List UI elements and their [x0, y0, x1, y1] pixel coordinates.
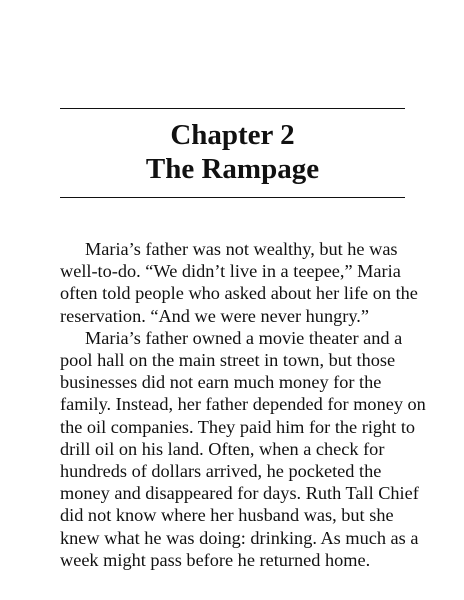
text-line: often told people who asked about her life on the [60, 283, 418, 304]
text-line: Maria’s father owned a movie theater and a [85, 327, 403, 348]
text-line: did not know where her husband was, but she [60, 505, 394, 526]
text-line: family. Instead, her father depended for money on [60, 394, 426, 415]
text-line: drill oil on his land. Often, when a check for [60, 438, 385, 459]
text-line: pool hall on the main street in town, but those [60, 350, 396, 371]
top-rule [60, 108, 405, 109]
text-line: Maria’s father was not wealthy, but he was [85, 239, 398, 259]
text-line: businesses did not earn much money for the [60, 372, 382, 393]
text-line: week might pass before he returned home. [60, 549, 371, 570]
chapter-heading [60, 118, 405, 186]
text-line: money and disappeared for days. Ruth Tall Chief [60, 483, 419, 504]
chapter-number: Chapter 2 [170, 119, 295, 151]
text-line: hundreds of dollars arrived, he pocketed the [60, 461, 382, 482]
chapter-body [60, 238, 426, 571]
bottom-rule [60, 197, 405, 198]
text-line: reservation. “And we were never hungry.” [60, 305, 369, 326]
chapter-title: The Rampage [145, 153, 320, 185]
text-line: knew what he was doing: drinking. As much as a [60, 527, 419, 548]
paragraph [60, 327, 426, 571]
text-line: well-to-do. “We didn’t live in a teepee,” Maria [60, 261, 401, 282]
paragraph [60, 238, 418, 327]
text-line: the oil companies. They paid him for the right to [60, 416, 416, 437]
